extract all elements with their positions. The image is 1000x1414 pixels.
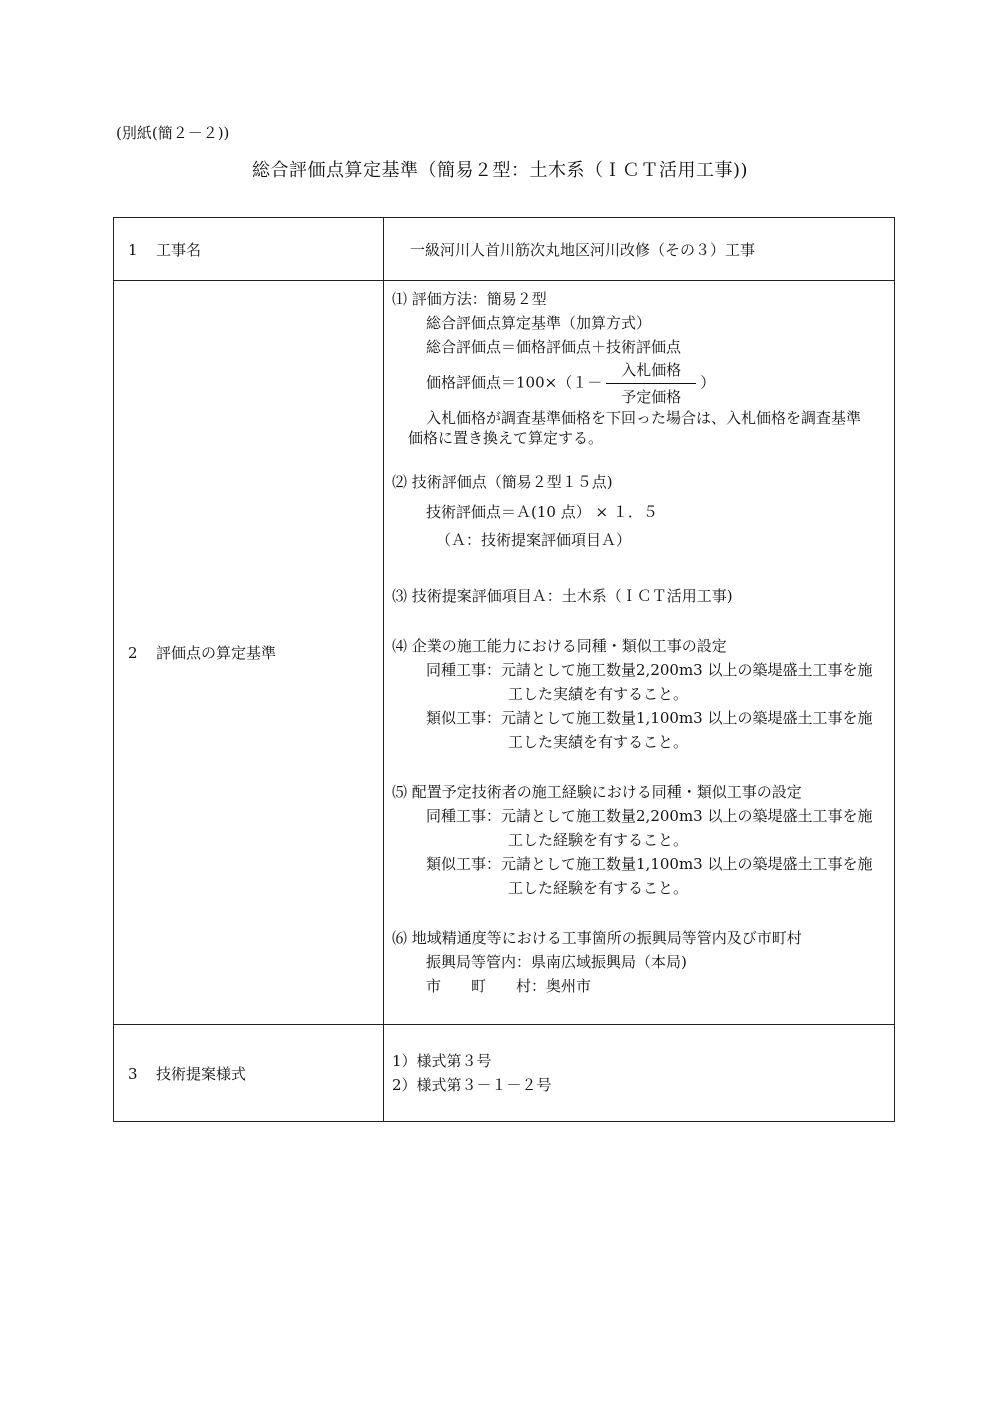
fraction-denominator: 予定価格 [621, 388, 682, 406]
section-heading: ⑴ 評価方法：簡易２型 [392, 290, 547, 308]
text-line: 市 町 村：奥州市 [426, 977, 592, 995]
section-heading: ⑵ 技術評価点（簡易２型１５点) [392, 473, 613, 491]
text-line: 総合評価点算定基準（加算方式） [426, 314, 652, 332]
row-number: 1 [128, 240, 138, 259]
scoring-criteria-content [384, 281, 895, 1025]
text-line: 工した実績を有すること。 [508, 685, 689, 703]
section-evaluation-method [392, 287, 886, 448]
list-item: 1）様式第３号 [392, 1052, 492, 1070]
price-formula [392, 359, 886, 408]
text-line: 類似工事：元請として施工数量1,100m3 以上の築堤盛土工事を施 [426, 709, 873, 727]
project-name-value: 一級河川人首川筋次丸地区河川改修（その３）工事 [384, 218, 895, 281]
section-regional-knowledge [392, 926, 886, 998]
formula-right: ） [700, 373, 716, 392]
section-evaluation-item-a [392, 584, 886, 608]
section-technical-score [392, 470, 886, 552]
row-label-cell [114, 218, 384, 281]
formula-left: 価格評価点＝100×（１－ [426, 373, 603, 392]
section-heading: ⑷ 企業の施工能力における同種・類似工事の設定 [392, 637, 727, 655]
section-engineer-experience [392, 780, 886, 900]
text-line: 技術評価点＝Ａ(10 点） × １．５ [426, 503, 658, 521]
table-row-scoring-criteria [114, 281, 895, 1025]
section-heading: ⑶ 技術提案評価項目Ａ：土木系（ＩＣＴ活用工事) [392, 587, 733, 605]
section-heading: ⑹ 地域精通度等における工事箇所の振興局等管内及び市町村 [392, 929, 802, 947]
table-row-project-name [114, 218, 895, 281]
text-line: 振興局等管内：県南広域振興局（本局) [426, 953, 687, 971]
list-item: 2）様式第３－１－２号 [392, 1076, 552, 1094]
row-label: 技術提案様式 [156, 1064, 247, 1083]
text-line: 価格に置き換えて算定する。 [408, 429, 604, 447]
document-title: 総合評価点算定基準（簡易２型：土木系（ＩＣＴ活用工事)) [251, 160, 749, 181]
row-label-cell [114, 1025, 384, 1122]
section-heading: ⑸ 配置予定技術者の施工経験における同種・類似工事の設定 [392, 783, 802, 801]
text-line: 工した経験を有すること。 [508, 831, 689, 849]
proposal-forms-list [384, 1025, 895, 1122]
annex-label: (別紙(簡２－２)) [116, 124, 230, 142]
text-line: 入札価格が調査基準価格を下回った場合は、入札価格を調査基準 [426, 409, 862, 427]
text-line: 同種工事：元請として施工数量2,200m3 以上の築堤盛土工事を施 [426, 661, 873, 679]
row-label-cell [114, 281, 384, 1025]
text-line: （Ａ：技術提案評価項目Ａ） [436, 531, 632, 549]
text-line: 同種工事：元請として施工数量2,200m3 以上の築堤盛土工事を施 [426, 807, 873, 825]
text-line: 工した経験を有すること。 [508, 879, 689, 897]
fraction-numerator: 入札価格 [621, 361, 682, 379]
row-number: 3 [128, 1064, 138, 1083]
text-line: 総合評価点＝価格評価点＋技術評価点 [426, 338, 682, 356]
row-label: 工事名 [156, 240, 202, 259]
table-row-proposal-forms [114, 1025, 895, 1122]
text-line: 類似工事：元請として施工数量1,100m3 以上の築堤盛土工事を施 [426, 855, 873, 873]
row-label: 評価点の算定基準 [156, 644, 277, 662]
criteria-table [113, 217, 895, 1122]
row-number: 2 [128, 644, 138, 662]
fraction-bar [606, 383, 696, 384]
price-fraction [606, 359, 696, 408]
section-company-experience [392, 634, 886, 754]
text-line: 工した実績を有すること。 [508, 733, 689, 751]
